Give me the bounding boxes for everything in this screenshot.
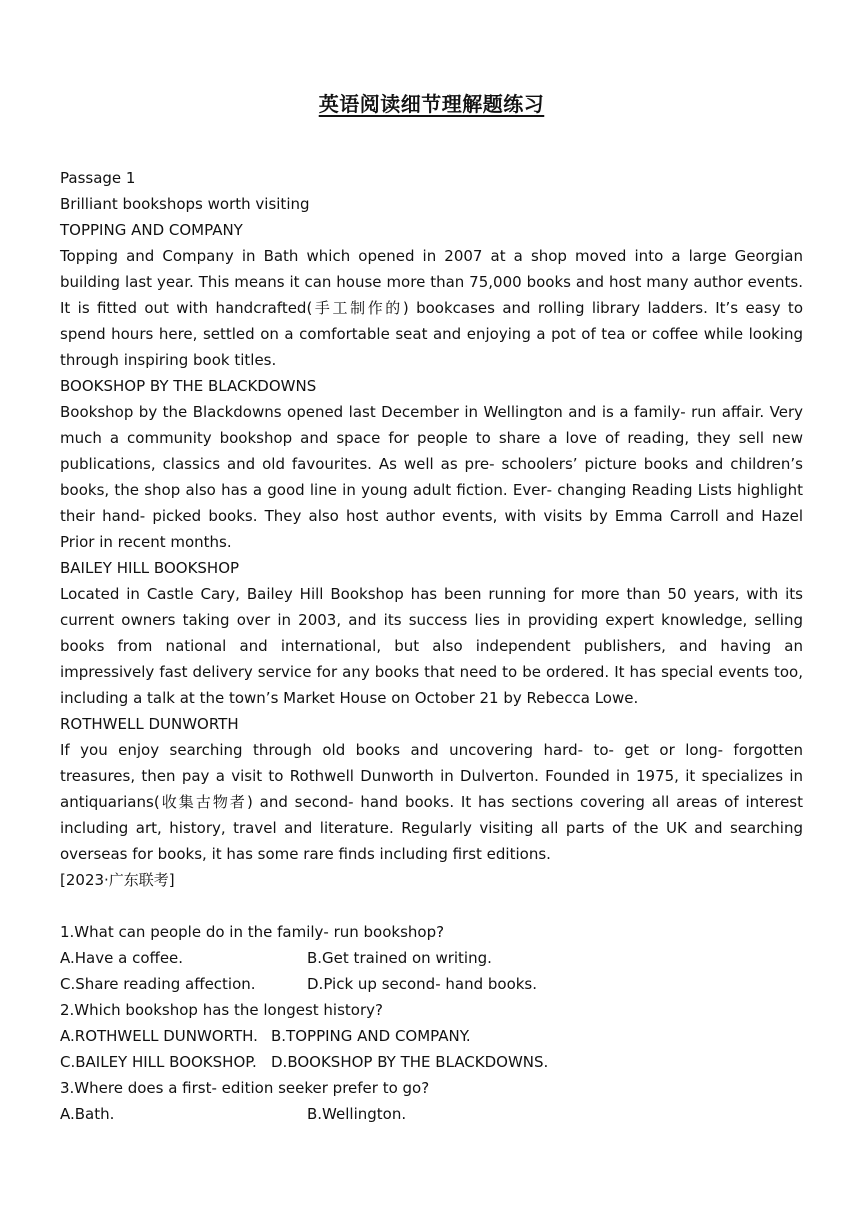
section-text: Located in Castle Cary, Bailey Hill Bookshop has been running for more than 50 years, with its current owners taking over in 2003, and its success lies in providing expert knowledge, selling books from national and international, but also independent publishers, and having an impressively fast delivery service for any books that need to be ordered. It has special events too, including a talk at the town’s Market House on October 21 by Rebecca Lowe. — [60, 585, 803, 707]
option-row — [60, 1049, 803, 1075]
passage-label: Passage 1 — [60, 169, 136, 187]
option-a: A.Bath. — [60, 1105, 115, 1123]
option-row — [60, 1101, 803, 1127]
option-d: D.BOOKSHOP BY THE BLACKDOWNS. — [271, 1053, 549, 1071]
section-heading: BAILEY HILL BOOKSHOP — [60, 559, 240, 577]
question-text: 1.What can people do in the family‐ run bookshop? — [60, 923, 445, 941]
section-bailey-hill — [60, 555, 803, 711]
option-b: B.Wellington. — [307, 1105, 407, 1123]
option-row — [60, 1023, 803, 1049]
question-3 — [60, 1075, 803, 1127]
option-row — [60, 971, 803, 997]
passage-title: Brilliant bookshops worth visiting — [60, 195, 310, 213]
option-a: A.ROTHWELL DUNWORTH. — [60, 1027, 258, 1045]
option-c: C.BAILEY HILL BOOKSHOP. — [60, 1053, 257, 1071]
section-text: Bookshop by the Blackdowns opened last December in Wellington and is a family‐ run affair. Very much a community bookshop and space for people to share a love of reading, they sell new publications, classics and old favourites. As well as pre‐ schoolers’ picture books and children’s books, the shop also has a good line in young adult fiction. Ever‐ changing Reading Lists highlight their hand‐ picked books. They also host author events, with visits by Emma Carroll and Hazel Prior in recent months. — [60, 403, 803, 551]
section-rothwell — [60, 711, 803, 867]
option-b: B.Get trained on writing. — [307, 949, 492, 967]
question-1 — [60, 919, 803, 997]
section-heading: TOPPING AND COMPANY — [60, 221, 243, 239]
section-text: If you enjoy searching through old books and uncovering hard‐ to‐ get or long‐ forgotten treasures, then pay a visit to Rothwell Dunworth in Dulverton. Founded in 1975, it specializes in antiquarians(收集古物者) and second‐ hand books. It has sections covering all areas of interest including art, history, travel and literature. Regularly visiting all parts of the UK and searching overseas for books, it has some rare finds including first editions. — [60, 741, 803, 863]
option-d: D.Pick up second‐ hand books. — [307, 975, 538, 993]
section-heading: BOOKSHOP BY THE BLACKDOWNS — [60, 377, 317, 395]
section-blackdowns — [60, 373, 803, 555]
source-citation: [2023·广东联考] — [60, 871, 175, 889]
option-b: B.TOPPING AND COMPANY. — [271, 1027, 471, 1045]
question-text: 3.Where does a first‐ edition seeker prefer to go? — [60, 1079, 430, 1097]
option-a: A.Have a coffee. — [60, 949, 184, 967]
document-page — [60, 88, 803, 1127]
option-c: C.Share reading affection. — [60, 975, 256, 993]
option-row — [60, 945, 803, 971]
section-heading: ROTHWELL DUNWORTH — [60, 715, 239, 733]
question-2 — [60, 997, 803, 1075]
document-title: 英语阅读细节理解题练习 — [318, 92, 545, 116]
section-text: Topping and Company in Bath which opened in 2007 at a shop moved into a large Georgian building last year. This means it can house more than 75,000 books and host many author events. It is fitted out with handcrafted(手工制作的) bookcases and rolling library ladders. It’s easy to spend hours here, settled on a comfortable seat and enjoying a pot of tea or coffee while looking through inspiring book titles. — [60, 247, 803, 369]
question-text: 2.Which bookshop has the longest history? — [60, 1001, 383, 1019]
section-topping — [60, 217, 803, 373]
